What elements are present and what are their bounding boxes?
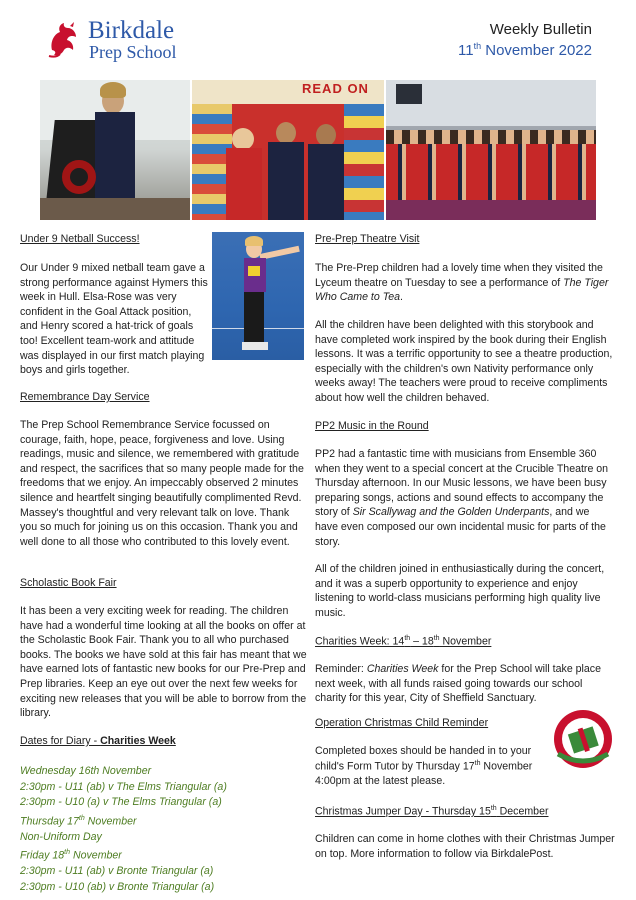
diary-item: Friday 18th November [20, 849, 122, 862]
school-name-line1: Birkdale [88, 17, 175, 44]
jumper-body: Children can come in home clothes with their Christmas Jumper on top. More information to follow via BirkdalePost. [315, 833, 615, 860]
diary-item: 2:30pm - U10 (a) v The Elms Triangular (a) [20, 796, 222, 808]
photo-netball-player [212, 232, 304, 360]
photo-remembrance-lectern [40, 80, 190, 220]
diary-title-bold: Charities Week [100, 735, 176, 747]
photo-book-fair [192, 80, 384, 220]
theatre-body: The Pre-Prep children had a lovely time when they visited the Lyceum theatre on Tuesday to see a performance of The Tiger Who Came to Tea. [315, 262, 609, 304]
pp2-title: PP2 Music in the Round [315, 420, 429, 432]
gift-box-logo-icon [552, 708, 614, 770]
diary-item: 2:30pm - U11 (ab) v Bronte Triangular (a) [20, 865, 214, 878]
bulletin-title: Weekly Bulletin [489, 21, 592, 38]
diary-item: 2:30pm - U10 (ab) v Bronte Triangular (a) [20, 880, 215, 893]
date-day: 11 [458, 42, 474, 59]
pp2-body2: All of the children joined in enthusiastically during the concert, and it was a superb opportunity to experience and enjoy listening to world-class musicians performing high quality live music. [315, 563, 605, 619]
photo-theatre-group [386, 80, 596, 220]
remembrance-title: Remembrance Day Service [20, 391, 150, 403]
bookfair-title: Scholastic Book Fair [20, 577, 117, 589]
netball-body: Our Under 9 mixed netball team gave a strong performance against Hymers this week in Hull. Elsa-Rose was very confident in the Goal Attack position, and Henry scored a hat-trick of goals too! Excellent team-work and attitude was displayed in our first match playing boys and girls together. [20, 262, 208, 377]
diary-item: 2:30pm - U11 (ab) v The Elms Triangular (a) [20, 780, 227, 793]
date-suffix: th [473, 41, 482, 51]
theatre-body2: All the children have been delighted with this storybook and have completed work inspired by the book during their English lessons. It was a terrific opportunity to see a theatre production, especially with the children's own Nativity performance only weeks away! The teachers were proud to receive compliments about how well the children behaved. [315, 319, 613, 405]
diary-list [20, 764, 310, 895]
diary-title-plain: Dates for Diary - [20, 735, 101, 747]
operation-christmas-child-logo [552, 708, 614, 770]
diary-title [20, 734, 176, 749]
school-logo [46, 18, 216, 62]
date-rest: November 2022 [481, 42, 592, 59]
charities-body: Reminder: Charities Week for the Prep School will take place next week, with all funds raised going towards our school charity for this year, City of Sheffield Sanctuary. [315, 663, 601, 705]
jumper-title: Christmas Jumper Day - Thursday 15th December [315, 805, 549, 818]
school-name-line2: Prep School [89, 42, 177, 62]
read-on-banner: READ ON [302, 81, 369, 96]
occ-body: Completed boxes should be handed in to your child's Form Tutor by Thursday 17th November 4:00pm at the latest please. [315, 745, 533, 787]
charities-title: Charities Week: 14th – 18th November [315, 635, 492, 648]
diary-item: Thursday 17th November [20, 814, 137, 828]
diary-item: Wednesday 16th November [20, 765, 152, 777]
dragon-crest-icon [46, 20, 82, 60]
diary-item: Non-Uniform Day [20, 830, 102, 843]
remembrance-body: The Prep School Remembrance Service focussed on courage, faith, hope, peace, forgiveness and love. Using readings, music and silence, we remembered with gratitude and respect, the sacrifices that so many people made for the freedoms that we enjoy. An impeccably observed 2 minutes silence and heartfelt singing beautifully complimented Revd. Massey's thoughtful and very relevant talk on love. Thank you so much for joining us on this occasion. Thank you and well done to all those who contributed to this lovely event. [20, 419, 304, 548]
theatre-title: Pre-Prep Theatre Visit [315, 233, 420, 245]
bookfair-body: It has been a very exciting week for reading. The children have had a wonderful time looking at all the books on offer at the Scholastic Book Fair. Thank you to all who purchased books. The books we have sold at this fair has meant that we have earned lots of fantastic new books for our Pre-Prep and Prep libraries. Keep an eye out over the next few weeks for exciting new releases that you will be able to borrow from the library. [20, 605, 307, 720]
occ-title: Operation Christmas Child Reminder [315, 717, 489, 729]
bulletin-date [458, 40, 592, 62]
pp2-body: PP2 had a fantastic time with musicians from Ensemble 360 when they went to a special concert at the Crucible Theatre on Thursday afternoon. In our Music lessons, we have been busy preparing songs, actions and sound effects to accompany the story of Sir Scallywag and the Golden Underpants, and we have even composed our own incidental music for parts of the story. [315, 448, 609, 548]
netball-title: Under 9 Netball Success! [20, 233, 140, 245]
